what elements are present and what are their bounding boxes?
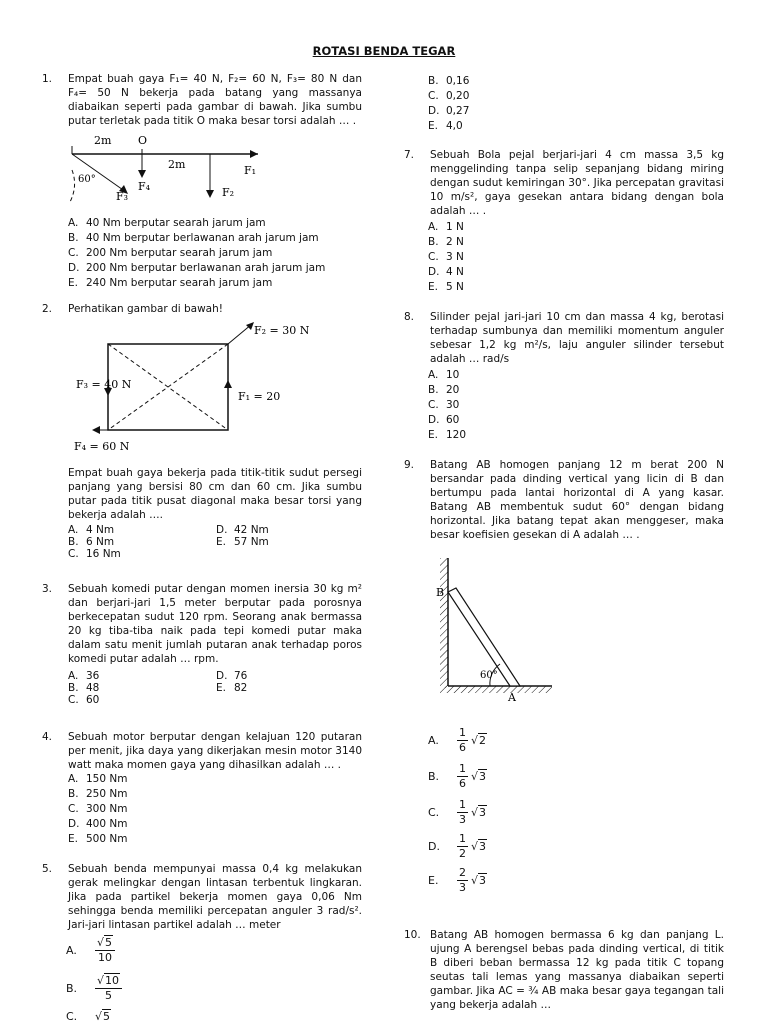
page-title: ROTASI BENDA TEGAR <box>312 44 456 58</box>
f4-arrowhead <box>92 426 100 434</box>
option[interactable]: A. 36 <box>68 670 100 682</box>
question-text: Sebuah komedi putar dengan momen inersia 30 kg m² dan berjari-jari 1,5 meter berputar pada porosnya berkecepatan sudut 120 rpm. Seorang anak bermassa 20 kg tiba-tiba naik pada tepi komedi putar maka dalam satu menit jumlah putaran anak terhadap poros komedi putar adalah … rpm. <box>68 583 362 665</box>
question-text: Batang AB homogen bermassa 6 kg dan panjang L. ujung A berengsel bebas pada dinding vertical, di titik B diberi beban bermassa 12 kg pada titik C topang seutas tali lemas yang massanya diabaikan seperti gambar. Jika AC = ¾ AB maka besar gaya tegangan tali yang bekerja adalah … <box>430 929 724 1011</box>
f1-label: F₁ <box>244 164 257 177</box>
option[interactable]: E. 4,0 <box>428 120 463 132</box>
option[interactable]: C. 300 Nm <box>68 803 128 815</box>
option[interactable]: A. $\frac{1}{6}$ √2 <box>428 726 487 754</box>
question-number: 9. <box>404 459 415 471</box>
option[interactable]: B. 6 Nm <box>68 536 115 548</box>
question-number: 4. <box>42 731 53 743</box>
point-b-label: B <box>436 586 445 599</box>
q1-options <box>68 216 368 291</box>
f3-arrow <box>72 154 126 192</box>
question-2 <box>42 302 362 316</box>
q4-options <box>68 772 127 847</box>
question-text: Empat buah gaya F₁= 40 N, F₂= 60 N, F₃= 80 N dan F₄= 50 N bekerja pada batang yang massanya diabaikan seperti pada gambar di bawah. Jika sumbu putar terletak pada titik O maka besar torsi adalah … . <box>68 73 362 127</box>
question-5 <box>42 862 362 932</box>
option[interactable]: D. 76 <box>216 670 248 682</box>
question-7 <box>404 148 724 218</box>
option[interactable]: B. 40 Nm berputar berlawanan arah jarum jam <box>68 232 319 244</box>
question-text: Sebuah motor berputar dengan kelajuan 120 putaran per menit, jika daya yang dikerjakan mesin motor 3140 watt maka momen gaya yang dihasilkan adalah … . <box>68 731 362 771</box>
pivot-label: O <box>138 134 148 147</box>
question-4 <box>42 730 362 772</box>
option[interactable]: E. 240 Nm berputar searah jarum jam <box>68 277 273 289</box>
option[interactable]: E. $\frac{2}{3}$ √3 <box>428 866 487 894</box>
angle-arc <box>70 170 75 202</box>
option[interactable]: D. $\frac{1}{2}$ √3 <box>428 832 487 860</box>
option[interactable]: C. 16 Nm <box>68 548 121 560</box>
question-number: 3. <box>42 583 53 595</box>
figure-ladder <box>428 556 558 706</box>
q3-options <box>68 670 346 706</box>
option[interactable]: B. 250 Nm <box>68 788 128 800</box>
option[interactable]: A. 40 Nm berputar searah jarum jam <box>68 217 266 229</box>
option[interactable]: D. 400 Nm <box>68 818 128 830</box>
option[interactable]: C. 0,20 <box>428 90 470 102</box>
distance-label-2: 2m <box>168 158 186 171</box>
option[interactable]: B. 2 N <box>428 236 464 248</box>
option[interactable]: C. 30 <box>428 399 460 411</box>
option[interactable]: B. $\frac{√10}{5}$ <box>66 974 125 1003</box>
option[interactable]: C. 60 <box>68 694 100 706</box>
question-3 <box>42 582 362 666</box>
question-text: Empat buah gaya bekerja pada titik-titik sudut persegi panjang yang bersisi 80 cm dan 60 cm. Jika sumbu putar pada titik pusat diagonal maka besar torsi yang bekerja adalah …. <box>68 467 362 521</box>
option[interactable]: C. √5 <box>66 1010 111 1023</box>
q8-options <box>428 368 466 443</box>
f4-label: F₄ = 60 N <box>74 440 130 453</box>
question-8 <box>404 310 724 366</box>
option[interactable]: E. 500 Nm <box>68 833 128 845</box>
f3-label: F₃ <box>116 190 129 203</box>
f2-label: F₂ <box>222 186 235 199</box>
option[interactable]: D. 4 N <box>428 266 464 278</box>
f1-arrowhead <box>250 150 258 158</box>
option[interactable]: E. 120 <box>428 429 467 441</box>
question-number: 8. <box>404 311 415 323</box>
figure-beam-forces <box>64 130 274 210</box>
distance-label-1: 2m <box>94 134 112 147</box>
option[interactable]: D. 0,27 <box>428 105 470 117</box>
question-number: 5. <box>42 863 53 875</box>
option[interactable]: B. 20 <box>428 384 460 396</box>
question-number: 10. <box>404 929 421 941</box>
option[interactable]: B. $\frac{1}{6}$ √3 <box>428 762 487 790</box>
question-10 <box>404 928 724 1012</box>
question-text: Batang AB homogen panjang 12 m berat 200 N bersandar pada dinding vertical yang licin di B dan bertumpu pada lantai horizontal di A yang kasar. Batang AB membentuk sudut 60° dengan bidang horizontal. Jika batang tepat akan menggeser, maka besar koefisien gesekan di A adalah … . <box>430 459 724 541</box>
question-text: Sebuah Bola pejal berjari-jari 4 cm massa 3,5 kg menggelinding tanpa selip sepanjang bidang miring dengan sudut kemiringan 30°. Jika percepatan gravitasi 10 m/s², gaya gesekan antara bidang dengan bola adalah … . <box>430 149 724 217</box>
angle-label: 60° <box>480 670 498 681</box>
question-1 <box>42 72 362 128</box>
option[interactable]: D. 60 <box>428 414 460 426</box>
option[interactable]: E. 5 N <box>428 281 464 293</box>
option[interactable]: D. 200 Nm berputar berlawanan arah jarum jam <box>68 262 326 274</box>
option[interactable]: C. 200 Nm berputar searah jarum jam <box>68 247 273 259</box>
point-a-label: A <box>508 691 516 704</box>
option[interactable]: A. 1 N <box>428 221 464 233</box>
question-number: 7. <box>404 149 415 161</box>
question-intro: Perhatikan gambar di bawah! <box>68 303 223 315</box>
q6-options <box>428 74 469 134</box>
option[interactable]: A. 150 Nm <box>68 773 128 785</box>
wall-hatch <box>440 558 448 688</box>
option[interactable]: C. $\frac{1}{3}$ √3 <box>428 798 487 826</box>
f2-arrowhead <box>246 322 254 330</box>
option[interactable]: A. $\frac{√5}{10}$ <box>66 936 118 965</box>
angle-label: 60° <box>78 174 96 185</box>
option[interactable]: B. 48 <box>68 682 100 694</box>
f4-label: F₄ <box>138 180 151 193</box>
question-2-body <box>42 466 362 522</box>
option[interactable]: B. 0,16 <box>428 75 470 87</box>
f1-label: F₁ = 20 <box>238 390 281 403</box>
option[interactable]: A. 4 Nm <box>68 524 115 536</box>
option[interactable]: C. 3 N <box>428 251 464 263</box>
f1-arrowhead <box>224 380 232 388</box>
f4-arrowhead <box>138 170 146 178</box>
option[interactable]: D. 42 Nm <box>216 524 269 536</box>
f2-arrowhead <box>206 190 214 198</box>
question-number: 1. <box>42 73 53 85</box>
f3-label: F₃ = 40 N <box>76 378 132 391</box>
question-9 <box>404 458 724 542</box>
option[interactable]: A. 10 <box>428 369 460 381</box>
option[interactable]: E. 82 <box>216 682 248 694</box>
f2-label: F₂ = 30 N <box>254 324 310 337</box>
question-text: Sebuah benda mempunyai massa 0,4 kg melakukan gerak melingkar dengan lintasan terbentuk lingkaran. Jika pada partikel bekerja momen gaya 0,06 Nm sehingga benda memiliki percepatan anguler 3 rad/s². Jari-jari lintasan partikel adalah … meter <box>68 863 362 931</box>
question-text: Silinder pejal jari-jari 10 cm dan massa 4 kg, berotasi terhadap sumbunya dan memiliki momentum anguler sebesar 1,2 kg m²/s, laju anguler silinder tersebut adalah … rad/s <box>430 311 724 365</box>
figure-rectangle-forces <box>70 318 320 458</box>
option[interactable]: E. 57 Nm <box>216 536 269 548</box>
q2-options <box>68 524 346 560</box>
q7-options <box>428 220 464 295</box>
floor-hatch <box>440 686 552 693</box>
question-number: 2. <box>42 303 53 315</box>
